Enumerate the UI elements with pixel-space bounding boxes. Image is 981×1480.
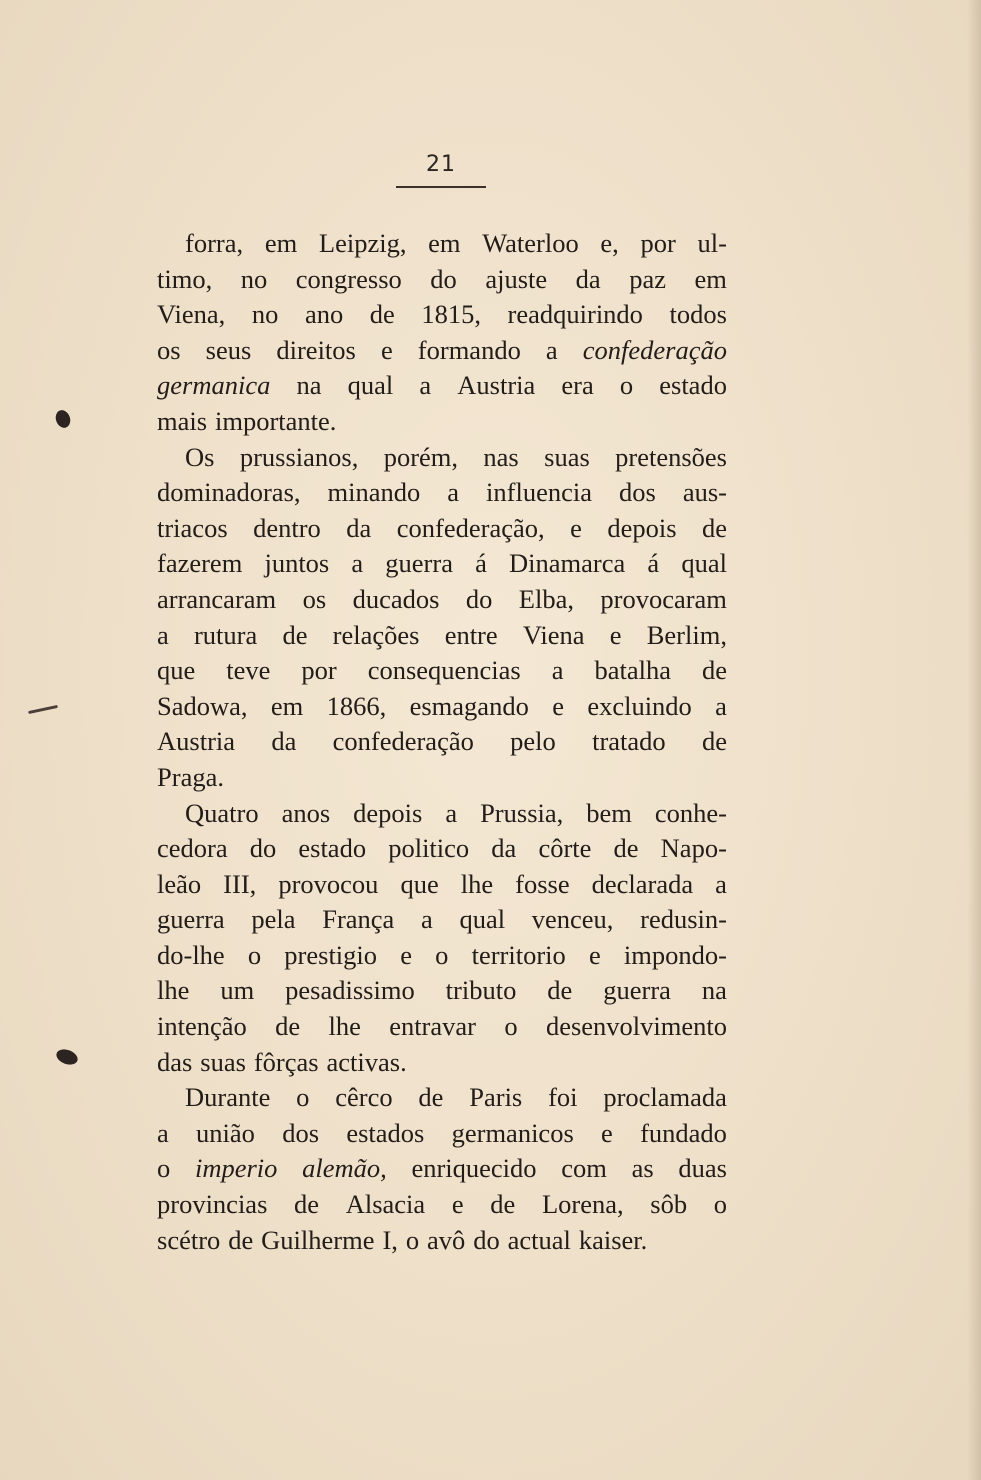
word: ducados (352, 583, 440, 614)
word: lhe (157, 975, 190, 1006)
text-line (157, 440, 727, 476)
word: de (275, 1011, 301, 1042)
text-line (157, 262, 727, 298)
word: proclamada (603, 1082, 727, 1113)
word: duas (678, 1153, 727, 1184)
word: por (640, 228, 676, 258)
word: pesadissimo (285, 975, 415, 1006)
binding-mark-middle (28, 705, 58, 714)
text-line (157, 796, 727, 832)
word: depois (353, 797, 423, 828)
text-line (157, 1223, 727, 1259)
word: Austria (457, 370, 536, 401)
word: Waterloo (482, 228, 579, 258)
word: dominadoras, (157, 477, 301, 508)
word: França (322, 904, 395, 935)
word: o (157, 1153, 171, 1184)
word: união (196, 1117, 255, 1148)
word: impondo- (623, 939, 727, 970)
word: a (447, 477, 460, 508)
word: germanica (157, 370, 271, 401)
word: a (419, 370, 432, 401)
word: consequencias (367, 655, 521, 686)
word: esmagando (409, 690, 529, 721)
word: do (249, 833, 277, 864)
word: de (701, 655, 727, 686)
word: e (451, 1189, 464, 1220)
word: prussianos, (239, 441, 359, 472)
word: politico (388, 833, 470, 864)
word: Paris (469, 1082, 523, 1113)
word: o (296, 1082, 310, 1113)
word: em (428, 228, 461, 258)
text-line (157, 404, 727, 440)
word: ul- (697, 228, 727, 258)
word: cêrco (335, 1082, 393, 1113)
word: na (701, 975, 727, 1006)
word: estado (659, 370, 727, 401)
word: intenção (157, 1011, 247, 1042)
text-line (157, 760, 727, 796)
word: Quatro (185, 797, 259, 828)
word: da (491, 833, 517, 864)
text-line (157, 546, 727, 582)
word: do-lhe (157, 939, 225, 970)
word: de (294, 1189, 320, 1220)
text-line (157, 1116, 727, 1152)
word: a (157, 619, 169, 650)
word: Prussia, (480, 797, 564, 828)
word: estado (298, 833, 367, 864)
word: e, (600, 228, 619, 258)
word: foi (548, 1082, 578, 1113)
word: Guilherme (261, 1224, 375, 1255)
word: aus- (682, 477, 727, 508)
word: formando (417, 334, 521, 365)
word: os (157, 334, 181, 365)
word: direitos (276, 334, 356, 365)
word: no (251, 299, 279, 330)
word: nas (483, 441, 519, 472)
word: dos (618, 477, 656, 508)
word: em (694, 263, 727, 294)
word: guerra (603, 975, 671, 1006)
word: era (561, 370, 594, 401)
text-line (157, 973, 727, 1009)
word: fazerem (157, 548, 243, 579)
word: Napo- (660, 833, 727, 864)
word: I, (382, 1224, 398, 1255)
word: a (545, 334, 558, 365)
word: a (715, 868, 727, 899)
word: o (713, 1189, 727, 1220)
text-line (157, 1080, 727, 1116)
word: que (400, 868, 439, 899)
word: provincias (157, 1189, 268, 1220)
word: a (551, 655, 564, 686)
word: imperio (194, 1153, 278, 1184)
word: guerra (157, 904, 225, 935)
word: confederação, (396, 512, 545, 543)
word: a (351, 548, 364, 579)
text-line (157, 938, 727, 974)
word: de (490, 1189, 516, 1220)
word: Os (185, 441, 215, 472)
body-text (157, 226, 727, 1258)
text-line (157, 618, 727, 654)
word: dos (282, 1117, 320, 1148)
word: côrte (538, 833, 592, 864)
word: do (473, 1224, 500, 1255)
word: confederação (332, 726, 474, 757)
text-line (157, 867, 727, 903)
word: venceu, (531, 904, 614, 935)
word: redusin- (640, 904, 727, 935)
word: depois (607, 512, 677, 543)
word: de (418, 1082, 444, 1113)
word: timo, (157, 263, 213, 294)
word: Leipzig, (318, 228, 407, 258)
word: estados (346, 1117, 425, 1148)
word: guerra (385, 548, 453, 579)
word: Austria (157, 726, 236, 757)
word: tributo (445, 975, 517, 1006)
word: enriquecido (411, 1153, 537, 1184)
text-line (157, 511, 727, 547)
text-line (157, 1187, 727, 1223)
word: rutura (193, 619, 258, 650)
word: Viena (522, 619, 585, 650)
word: anos (281, 797, 331, 828)
word: a (421, 904, 433, 935)
word: batalha (594, 655, 671, 686)
word: das (157, 1046, 193, 1077)
word: no (240, 263, 268, 294)
binding-hole-top (53, 408, 72, 430)
word: o (435, 939, 449, 970)
word: Sadowa, (157, 690, 248, 721)
word: de (613, 833, 639, 864)
word: qual (459, 904, 506, 935)
word: scétro (157, 1224, 221, 1255)
word: do (465, 583, 493, 614)
word: suas (544, 441, 590, 472)
word: juntos (264, 548, 330, 579)
word: a (445, 797, 458, 828)
word: provocaram (600, 583, 727, 614)
text-line (157, 297, 727, 333)
word: pretensões (615, 441, 727, 472)
word: confederação (582, 334, 727, 365)
word: os (302, 583, 327, 614)
word: suas (200, 1046, 246, 1077)
text-line (157, 689, 727, 725)
word: actual (507, 1224, 571, 1255)
word: teve (226, 655, 271, 686)
word: lhe (460, 868, 494, 899)
word: avô (427, 1224, 466, 1255)
word: alemão, (302, 1153, 387, 1184)
word: territorio (471, 939, 566, 970)
word: forra, (185, 228, 244, 258)
word: leão (157, 868, 202, 899)
word: todos (669, 299, 727, 330)
word: e (570, 512, 582, 543)
text-line (157, 475, 727, 511)
word: III, (223, 868, 257, 899)
word: da (346, 512, 372, 543)
word: de (547, 975, 573, 1006)
text-line (157, 724, 727, 760)
word: o (247, 939, 262, 970)
word: e (400, 939, 412, 970)
word: e (380, 334, 393, 365)
text-line (157, 1045, 727, 1081)
word: Viena, (157, 299, 226, 330)
word: cedora (157, 833, 228, 864)
word: tratado (592, 726, 666, 757)
word: do (430, 263, 457, 294)
word: pela (251, 904, 296, 935)
word: bem (586, 797, 632, 828)
word: com (561, 1153, 607, 1184)
word: qual (681, 548, 727, 579)
word: relações (332, 619, 420, 650)
word: activas. (326, 1046, 407, 1077)
word: desenvolvimento (545, 1011, 727, 1042)
word: Berlim, (646, 619, 727, 650)
word: pelo (510, 726, 556, 757)
word: da (575, 263, 601, 294)
word: entravar (389, 1011, 476, 1042)
word: kaiser. (578, 1224, 648, 1255)
word: conhe- (654, 797, 727, 828)
word: fôrças (253, 1046, 319, 1077)
word: e (588, 939, 601, 970)
word: congresso (295, 263, 402, 294)
word: 1866, (326, 690, 387, 721)
word: o (405, 1224, 420, 1255)
word: de (701, 726, 727, 757)
word: de (701, 512, 727, 543)
word: importante. (215, 405, 337, 436)
word: Elba, (518, 583, 574, 614)
word: Praga. (157, 761, 224, 792)
word: paz (629, 263, 666, 294)
text-line (157, 1151, 727, 1187)
word: de (369, 299, 395, 330)
word: ajuste (485, 263, 548, 294)
word: Alsacia (345, 1189, 426, 1220)
word: Durante (185, 1082, 271, 1113)
word: declarada (591, 868, 694, 899)
word: germanicos (451, 1117, 574, 1148)
word: minando (327, 477, 421, 508)
word: de (282, 619, 308, 650)
word: em (264, 228, 298, 258)
text-line (157, 368, 727, 404)
binding-hole-bottom (54, 1047, 79, 1068)
word: arrancaram (157, 583, 277, 614)
word: sôb (650, 1189, 688, 1220)
text-line (157, 653, 727, 689)
text-line (157, 226, 727, 262)
word: fosse (515, 868, 570, 899)
word: fundado (640, 1117, 727, 1148)
word: ano (304, 299, 344, 330)
word: por (301, 655, 337, 686)
word: a (715, 690, 727, 721)
word: influencia (486, 477, 592, 508)
word: que (157, 655, 196, 686)
word: excluindo (587, 690, 692, 721)
word: readquirindo (507, 299, 643, 330)
word: qual (347, 370, 394, 401)
text-line (157, 831, 727, 867)
word: á (647, 548, 660, 579)
text-line (157, 1009, 727, 1045)
word: triacos (157, 512, 228, 543)
page-number: 21 (426, 152, 456, 177)
word: e (552, 690, 564, 721)
word: a (157, 1117, 169, 1148)
word: o (619, 370, 634, 401)
word: prestigio (284, 939, 378, 970)
word: e (601, 1117, 613, 1148)
word: porém, (383, 441, 459, 472)
word: na (296, 370, 322, 401)
text-line (157, 333, 727, 369)
word: dentro (253, 512, 321, 543)
word: 1815, (421, 299, 481, 330)
text-line (157, 902, 727, 938)
word: Lorena, (541, 1189, 624, 1220)
word: mais (157, 405, 208, 436)
page-number-rule (396, 186, 486, 188)
word: um (220, 975, 255, 1006)
word: de (228, 1224, 254, 1255)
word: em (270, 690, 304, 721)
word: á (475, 548, 487, 579)
word: o (504, 1011, 518, 1042)
word: lhe (328, 1011, 361, 1042)
word: seus (205, 334, 252, 365)
word: as (631, 1153, 654, 1184)
word: da (271, 726, 297, 757)
word: e (609, 619, 622, 650)
text-line (157, 582, 727, 618)
page-edge-shadow (967, 0, 981, 1480)
word: entre (444, 619, 498, 650)
word: Dinamarca (509, 548, 626, 579)
word: provocou (278, 868, 379, 899)
